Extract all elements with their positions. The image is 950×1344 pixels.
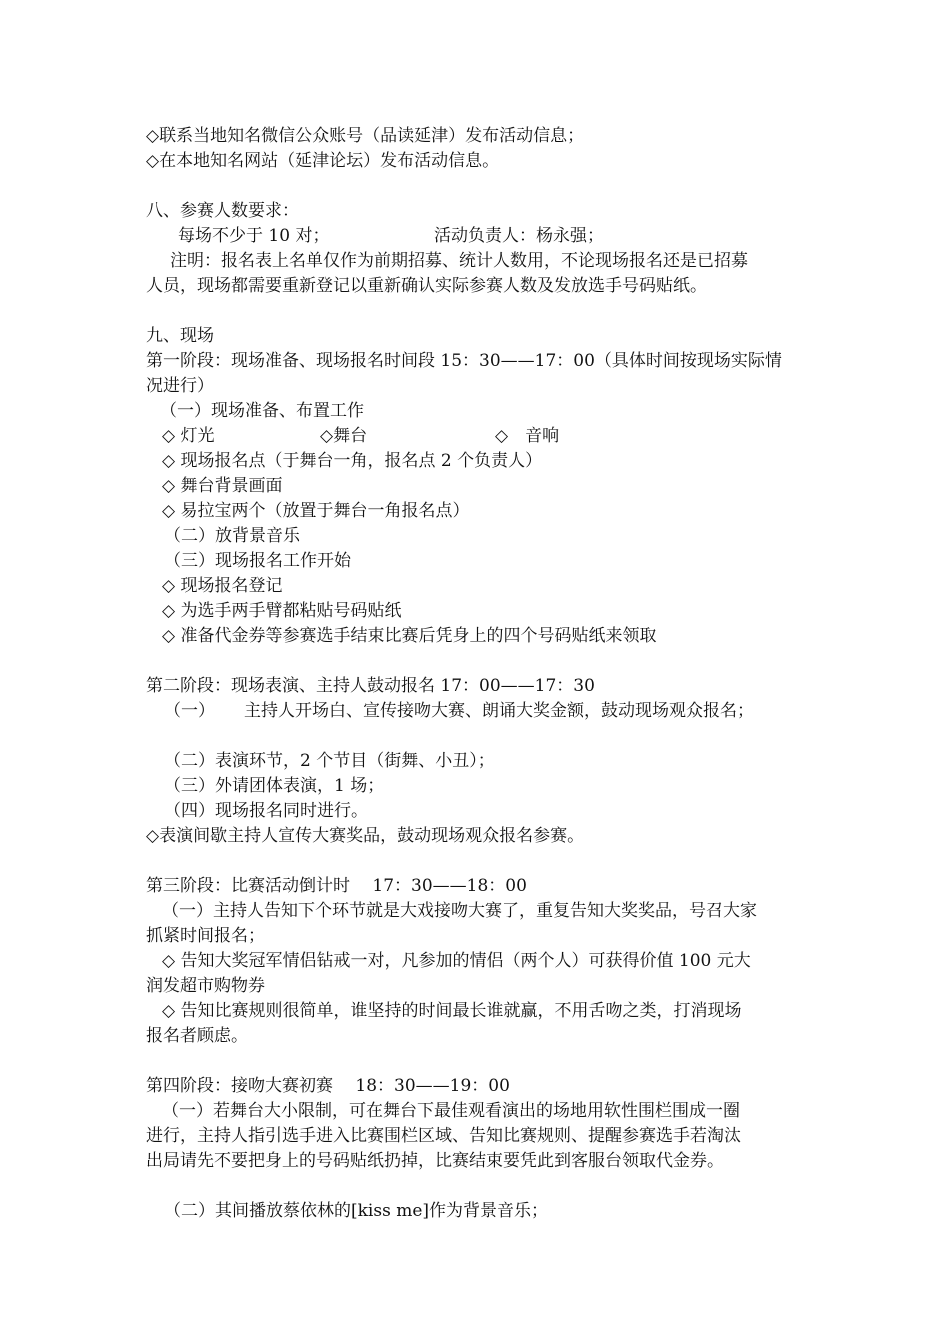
text-line: 况进行） xyxy=(146,376,214,396)
list-item: ◇ 为选手两手臂都粘贴号码贴纸 xyxy=(162,601,402,621)
stage-heading: 第三阶段：比赛活动倒计时 17：30——18：00 xyxy=(146,876,527,896)
text-line: ◇在本地知名网站（延津论坛）发布活动信息。 xyxy=(146,151,500,171)
text-line xyxy=(164,699,804,723)
section-heading: 八、参赛人数要求： xyxy=(146,201,299,221)
item-number: （一） xyxy=(164,701,215,721)
text-line xyxy=(162,424,762,448)
list-item: ◇ 告知比赛规则很简单，谁坚持的时间最长谁就赢，不用舌吻之类，打消现场 xyxy=(162,1001,742,1021)
text-line: （一）现场准备、布置工作 xyxy=(160,401,364,421)
list-item: ◇舞台 xyxy=(320,426,368,446)
text-line: （四）现场报名同时进行。 xyxy=(164,801,368,821)
text-line: （一）主持人告知下个环节就是大戏接吻大赛了，重复告知大奖奖品，号召大家 xyxy=(162,901,757,921)
list-item: ◇ 灯光 xyxy=(162,426,215,446)
text-line: 报名者顾虑。 xyxy=(146,1026,248,1046)
list-item: ◇ 易拉宝两个（放置于舞台一角报名点） xyxy=(162,501,470,521)
section-heading: 九、现场 xyxy=(146,326,214,346)
activity-leader: 活动负责人：杨永强； xyxy=(434,226,604,246)
text-line: 注明：报名表上名单仅作为前期招募、统计人数用，不论现场报名还是已招募 xyxy=(170,251,748,271)
text-line: （二）其间播放蔡依林的[kiss me]作为背景音乐； xyxy=(164,1201,549,1221)
participant-minimum: 每场不少于 10 对； xyxy=(178,226,330,246)
list-item: ◇ 舞台背景画面 xyxy=(162,476,283,496)
text-line: 出局请先不要把身上的号码贴纸扔掉，比赛结束要凭此到客服台领取代金券。 xyxy=(146,1151,724,1171)
text-line: （三）外请团体表演，1 场； xyxy=(164,776,385,796)
text-line: 润发超市购物券 xyxy=(146,976,265,996)
item-text: 主持人开场白、宣传接吻大赛、朗诵大奖金额，鼓动现场观众报名； xyxy=(244,701,754,721)
text-line: 人员，现场都需要重新登记以重新确认实际参赛人数及发放选手号码贴纸。 xyxy=(146,276,707,296)
list-item: ◇ 音响 xyxy=(495,426,560,446)
text-line: 抓紧时间报名； xyxy=(146,926,265,946)
list-item: ◇ 准备代金券等参赛选手结束比赛后凭身上的四个号码贴纸来领取 xyxy=(162,626,657,646)
stage-heading: 第四阶段：接吻大赛初赛 18：30——19：00 xyxy=(146,1076,510,1096)
text-line: （二）表演环节，2 个节目（街舞、小丑）； xyxy=(164,751,495,771)
list-item: ◇ 现场报名点（于舞台一角，报名点 2 个负责人） xyxy=(162,451,543,471)
text-line: ◇联系当地知名微信公众账号（品读延津）发布活动信息； xyxy=(146,126,585,146)
list-item: ◇ 告知大奖冠军情侣钻戒一对，凡参加的情侣（两个人）可获得价值 100 元大 xyxy=(162,951,751,971)
list-item: ◇ 现场报名登记 xyxy=(162,576,283,596)
text-line: ◇表演间歇主持人宣传大赛奖品，鼓动现场观众报名参赛。 xyxy=(146,826,585,846)
text-line: 进行，主持人指引选手进入比赛围栏区域、告知比赛规则、提醒参赛选手若淘汰 xyxy=(146,1126,741,1146)
stage-heading: 第二阶段：现场表演、主持人鼓动报名 17：00——17：30 xyxy=(146,676,595,696)
text-line: （一）若舞台大小限制，可在舞台下最佳观看演出的场地用软性围栏围成一圈 xyxy=(162,1101,740,1121)
stage-heading: 第一阶段：现场准备、现场报名时间段 15：30——17：00（具体时间按现场实际情 xyxy=(146,351,782,371)
text-line: （三）现场报名工作开始 xyxy=(164,551,351,571)
text-line xyxy=(146,224,806,248)
text-line: （二）放背景音乐 xyxy=(164,526,300,546)
